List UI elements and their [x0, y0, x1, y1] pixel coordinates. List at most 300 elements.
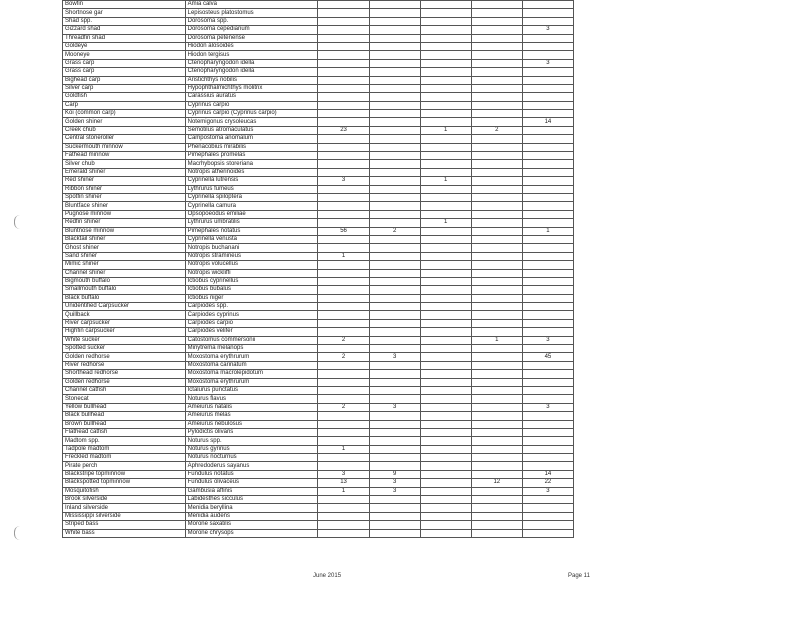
scan-artifact-mark	[14, 215, 21, 229]
table-row	[63, 353, 574, 361]
common-name-cell: Carp	[63, 101, 186, 109]
common-name-cell: White bass	[63, 529, 186, 537]
count-cell	[471, 160, 522, 168]
count-cell	[318, 361, 369, 369]
table-row	[63, 34, 574, 42]
scientific-name-cell: Lythrurus fumeus	[185, 185, 318, 193]
footer-page-number: Page 11	[568, 573, 590, 579]
common-name-cell: Grass carp	[63, 68, 186, 76]
count-cell	[471, 370, 522, 378]
count-cell	[522, 34, 573, 42]
scientific-name-cell: Aristichthys nobilis	[185, 76, 318, 84]
count-cell	[420, 303, 471, 311]
count-cell	[471, 244, 522, 252]
table-row	[63, 227, 574, 235]
count-cell	[471, 59, 522, 67]
table-row	[63, 68, 574, 76]
count-cell	[318, 84, 369, 92]
scientific-name-cell: Cyprinus carpio	[185, 101, 318, 109]
count-cell	[369, 269, 420, 277]
count-cell	[369, 101, 420, 109]
count-cell	[318, 42, 369, 50]
count-cell	[420, 118, 471, 126]
count-cell	[369, 68, 420, 76]
scientific-name-cell: Fundulus olivaceus	[185, 479, 318, 487]
count-cell	[369, 42, 420, 50]
count-cell	[471, 361, 522, 369]
count-cell: 22	[522, 479, 573, 487]
scientific-name-cell: Carpiodes spp.	[185, 303, 318, 311]
count-cell	[420, 26, 471, 34]
count-cell	[522, 386, 573, 394]
count-cell	[471, 269, 522, 277]
scientific-name-cell: Ctenopharyngodon idella	[185, 59, 318, 67]
count-cell: 1	[420, 126, 471, 134]
count-cell	[522, 512, 573, 520]
count-cell	[318, 328, 369, 336]
count-cell	[471, 210, 522, 218]
count-cell: 3	[369, 479, 420, 487]
scientific-name-cell: Ictalurus punctatus	[185, 386, 318, 394]
count-cell	[318, 143, 369, 151]
count-cell	[420, 487, 471, 495]
count-cell	[471, 152, 522, 160]
scientific-name-cell: Hiodon tergisus	[185, 51, 318, 59]
table-row	[63, 110, 574, 118]
scientific-name-cell: Catostomus commersonii	[185, 336, 318, 344]
count-cell	[471, 470, 522, 478]
count-cell	[471, 294, 522, 302]
common-name-cell: Brown bullhead	[63, 420, 186, 428]
common-name-cell: Black buffalo	[63, 294, 186, 302]
count-cell	[369, 1, 420, 9]
common-name-cell: Bluntnose minnow	[63, 227, 186, 235]
table-row	[63, 269, 574, 277]
table-row	[63, 428, 574, 436]
count-cell	[369, 235, 420, 243]
count-cell	[318, 319, 369, 327]
common-name-cell: Suckermouth minnow	[63, 143, 186, 151]
count-cell	[369, 126, 420, 134]
common-name-cell: Bowfin	[63, 1, 186, 9]
table-row	[63, 496, 574, 504]
count-cell	[318, 152, 369, 160]
count-cell	[420, 252, 471, 260]
count-cell	[522, 235, 573, 243]
count-cell	[420, 386, 471, 394]
count-cell	[471, 110, 522, 118]
count-cell	[522, 454, 573, 462]
count-cell	[420, 244, 471, 252]
footer-date: June 2015	[313, 573, 342, 579]
count-cell	[522, 319, 573, 327]
count-cell	[471, 143, 522, 151]
scientific-name-cell: Cyprinella spiloptera	[185, 193, 318, 201]
count-cell	[369, 445, 420, 453]
common-name-cell: River redhorse	[63, 361, 186, 369]
count-cell	[369, 462, 420, 470]
count-cell: 1	[420, 177, 471, 185]
count-cell	[522, 378, 573, 386]
count-cell	[420, 286, 471, 294]
common-name-cell: Unidentified Carpsucker	[63, 303, 186, 311]
scientific-name-cell: Carassius auratus	[185, 93, 318, 101]
count-cell	[420, 110, 471, 118]
count-cell	[522, 370, 573, 378]
scientific-name-cell: Menidia audens	[185, 512, 318, 520]
count-cell	[420, 9, 471, 17]
scientific-name-cell: Morone chrysops	[185, 529, 318, 537]
count-cell	[318, 529, 369, 537]
count-cell: 3	[369, 353, 420, 361]
table-row	[63, 319, 574, 327]
common-name-cell: Goldeye	[63, 42, 186, 50]
count-cell	[522, 269, 573, 277]
count-cell	[471, 437, 522, 445]
count-cell	[420, 479, 471, 487]
count-cell	[471, 185, 522, 193]
scientific-name-cell: Noturus gyrinus	[185, 445, 318, 453]
scientific-name-cell: Carpiodes cyprinus	[185, 311, 318, 319]
count-cell	[420, 210, 471, 218]
count-cell	[471, 84, 522, 92]
count-cell	[471, 9, 522, 17]
table-row	[63, 210, 574, 218]
count-cell	[522, 437, 573, 445]
count-cell	[369, 143, 420, 151]
scientific-name-cell: Dorosoma spp.	[185, 17, 318, 25]
scan-artifact-mark	[14, 526, 21, 540]
count-cell	[420, 1, 471, 9]
count-cell	[522, 152, 573, 160]
count-cell: 56	[318, 227, 369, 235]
count-cell	[369, 219, 420, 227]
common-name-cell: Channel catfish	[63, 386, 186, 394]
count-cell	[420, 168, 471, 176]
count-cell	[522, 68, 573, 76]
count-cell	[420, 412, 471, 420]
common-name-cell: Flathead catfish	[63, 428, 186, 436]
count-cell	[369, 294, 420, 302]
common-name-cell: Sand shiner	[63, 252, 186, 260]
count-cell	[420, 261, 471, 269]
count-cell	[471, 529, 522, 537]
count-cell	[318, 521, 369, 529]
count-cell	[369, 454, 420, 462]
count-cell	[471, 34, 522, 42]
count-cell	[471, 395, 522, 403]
count-cell	[318, 428, 369, 436]
count-cell	[420, 185, 471, 193]
count-cell	[471, 177, 522, 185]
count-cell	[318, 59, 369, 67]
scientific-name-cell: Notropis atherinoides	[185, 168, 318, 176]
count-cell	[318, 269, 369, 277]
table-row	[63, 160, 574, 168]
count-cell	[420, 336, 471, 344]
count-cell	[471, 512, 522, 520]
common-name-cell: Fathead minnow	[63, 152, 186, 160]
count-cell	[369, 370, 420, 378]
count-cell	[420, 512, 471, 520]
count-cell	[522, 261, 573, 269]
table-row	[63, 420, 574, 428]
count-cell	[522, 294, 573, 302]
count-cell: 1	[471, 336, 522, 344]
scientific-name-cell: Pylodictis olivaris	[185, 428, 318, 436]
count-cell	[369, 286, 420, 294]
scientific-name-cell: Carpiodes velifer	[185, 328, 318, 336]
count-cell	[420, 437, 471, 445]
table-row	[63, 487, 574, 495]
count-cell: 3	[522, 26, 573, 34]
count-cell	[471, 386, 522, 394]
count-cell	[420, 328, 471, 336]
table-row	[63, 261, 574, 269]
count-cell	[471, 26, 522, 34]
count-cell	[318, 420, 369, 428]
count-cell	[369, 512, 420, 520]
scientific-name-cell: Carpiodes carpio	[185, 319, 318, 327]
count-cell	[471, 328, 522, 336]
common-name-cell: Shortnose gar	[63, 9, 186, 17]
common-name-cell: Spotted sucker	[63, 345, 186, 353]
count-cell: 14	[522, 118, 573, 126]
count-cell	[471, 303, 522, 311]
table-row	[63, 1, 574, 9]
count-cell: 13	[318, 479, 369, 487]
common-name-cell: Black bullhead	[63, 412, 186, 420]
common-name-cell: Central stoneroller	[63, 135, 186, 143]
scientific-name-cell: Hiodon alosoides	[185, 42, 318, 50]
common-name-cell: Channel shiner	[63, 269, 186, 277]
count-cell	[471, 1, 522, 9]
count-cell	[369, 428, 420, 436]
count-cell	[471, 378, 522, 386]
count-cell	[369, 319, 420, 327]
scientific-name-cell: Cyprinella camura	[185, 202, 318, 210]
count-cell	[522, 328, 573, 336]
count-cell	[522, 177, 573, 185]
count-cell	[369, 17, 420, 25]
count-cell	[471, 462, 522, 470]
count-cell: 3	[522, 403, 573, 411]
count-cell	[369, 361, 420, 369]
count-cell	[420, 311, 471, 319]
count-cell	[369, 386, 420, 394]
count-cell	[522, 412, 573, 420]
table-row	[63, 252, 574, 260]
scientific-name-cell: Pimephales notatus	[185, 227, 318, 235]
count-cell	[522, 202, 573, 210]
count-cell	[522, 135, 573, 143]
table-row	[63, 135, 574, 143]
count-cell	[420, 227, 471, 235]
scientific-name-cell: Notemigonus crysoleucas	[185, 118, 318, 126]
table-row	[63, 286, 574, 294]
count-cell	[318, 118, 369, 126]
count-cell: 3	[369, 487, 420, 495]
count-cell	[369, 34, 420, 42]
scientific-name-cell: Ameiurus natalis	[185, 403, 318, 411]
count-cell	[318, 51, 369, 59]
count-cell	[471, 68, 522, 76]
count-cell	[522, 110, 573, 118]
count-cell: 1	[318, 445, 369, 453]
count-cell	[318, 202, 369, 210]
scientific-name-cell: Fundulus notatus	[185, 470, 318, 478]
count-cell	[318, 286, 369, 294]
count-cell	[420, 353, 471, 361]
count-cell	[522, 193, 573, 201]
count-cell	[369, 51, 420, 59]
table-row	[63, 521, 574, 529]
scientific-name-cell: Labidesthes sicculus	[185, 496, 318, 504]
count-cell	[369, 244, 420, 252]
count-cell	[420, 152, 471, 160]
common-name-cell: Mooneye	[63, 51, 186, 59]
count-cell	[318, 9, 369, 17]
table-row	[63, 454, 574, 462]
count-cell	[522, 1, 573, 9]
count-cell	[369, 26, 420, 34]
count-cell	[471, 118, 522, 126]
scientific-name-cell: Cyprinella lutrensis	[185, 177, 318, 185]
count-cell	[522, 219, 573, 227]
common-name-cell: Mosquitofish	[63, 487, 186, 495]
table-row	[63, 126, 574, 134]
table-row	[63, 386, 574, 394]
common-name-cell: Silver carp	[63, 84, 186, 92]
count-cell	[471, 487, 522, 495]
count-cell	[522, 185, 573, 193]
count-cell	[369, 303, 420, 311]
count-cell: 2	[369, 227, 420, 235]
table-row	[63, 84, 574, 92]
table-row	[63, 59, 574, 67]
count-cell: 2	[318, 336, 369, 344]
count-cell	[522, 51, 573, 59]
common-name-cell: Brook silverside	[63, 496, 186, 504]
scientific-name-cell: Morone saxatilis	[185, 521, 318, 529]
count-cell	[522, 9, 573, 17]
count-cell	[420, 428, 471, 436]
table-row	[63, 152, 574, 160]
common-name-cell: Ribbon shiner	[63, 185, 186, 193]
table-row	[63, 235, 574, 243]
count-cell: 23	[318, 126, 369, 134]
count-cell: 2	[318, 353, 369, 361]
common-name-cell: Stonecat	[63, 395, 186, 403]
count-cell	[420, 269, 471, 277]
count-cell	[318, 370, 369, 378]
table-row	[63, 193, 574, 201]
count-cell	[420, 135, 471, 143]
count-cell	[471, 193, 522, 201]
count-cell	[471, 286, 522, 294]
count-cell	[369, 59, 420, 67]
count-cell	[318, 311, 369, 319]
common-name-cell: Koi (common carp)	[63, 110, 186, 118]
count-cell	[369, 521, 420, 529]
scientific-name-cell: Notropis stramineus	[185, 252, 318, 260]
count-cell	[471, 135, 522, 143]
common-name-cell: Yellow bullhead	[63, 403, 186, 411]
count-cell	[471, 252, 522, 260]
common-name-cell: Bigmouth buffalo	[63, 277, 186, 285]
count-cell	[318, 504, 369, 512]
count-cell	[420, 454, 471, 462]
count-cell	[318, 93, 369, 101]
common-name-cell: Mimic shiner	[63, 261, 186, 269]
count-cell	[522, 244, 573, 252]
table-row	[63, 51, 574, 59]
count-cell	[369, 277, 420, 285]
count-cell	[420, 462, 471, 470]
count-cell	[318, 244, 369, 252]
scientific-name-cell: Noturus nocturnus	[185, 454, 318, 462]
scientific-name-cell: Dorosoma cepedianum	[185, 26, 318, 34]
common-name-cell: Mississippi silverside	[63, 512, 186, 520]
count-cell	[522, 303, 573, 311]
count-cell	[420, 378, 471, 386]
count-cell	[318, 135, 369, 143]
scientific-name-cell: Lythrurus umbratilis	[185, 219, 318, 227]
count-cell	[522, 17, 573, 25]
count-cell	[318, 462, 369, 470]
count-cell: 1	[318, 487, 369, 495]
count-cell	[420, 17, 471, 25]
count-cell	[471, 168, 522, 176]
table-row	[63, 361, 574, 369]
count-cell	[471, 51, 522, 59]
common-name-cell: Threadfin shad	[63, 34, 186, 42]
table-row	[63, 244, 574, 252]
count-cell	[420, 504, 471, 512]
count-cell	[369, 168, 420, 176]
count-cell	[369, 345, 420, 353]
common-name-cell: Creek chub	[63, 126, 186, 134]
scientific-name-cell: Dorosoma petenense	[185, 34, 318, 42]
count-cell	[318, 277, 369, 285]
scientific-name-cell: Noturus flavus	[185, 395, 318, 403]
common-name-cell: Pirate perch	[63, 462, 186, 470]
table-row	[63, 529, 574, 537]
count-cell	[522, 504, 573, 512]
count-cell	[522, 210, 573, 218]
count-cell: 12	[471, 479, 522, 487]
scientific-name-cell: Lepisosteus platostomus	[185, 9, 318, 17]
count-cell: 1	[318, 252, 369, 260]
table-row	[63, 294, 574, 302]
count-cell	[522, 277, 573, 285]
count-cell	[420, 68, 471, 76]
count-cell	[420, 445, 471, 453]
count-cell	[369, 76, 420, 84]
common-name-cell: Tadpole madtom	[63, 445, 186, 453]
count-cell	[369, 160, 420, 168]
count-cell	[420, 143, 471, 151]
table-row	[63, 403, 574, 411]
table-row	[63, 177, 574, 185]
table-row	[63, 26, 574, 34]
species-table-sheet	[62, 0, 574, 538]
count-cell	[318, 34, 369, 42]
count-cell	[471, 261, 522, 269]
common-name-cell: Inland silverside	[63, 504, 186, 512]
count-cell	[318, 294, 369, 302]
count-cell	[471, 420, 522, 428]
